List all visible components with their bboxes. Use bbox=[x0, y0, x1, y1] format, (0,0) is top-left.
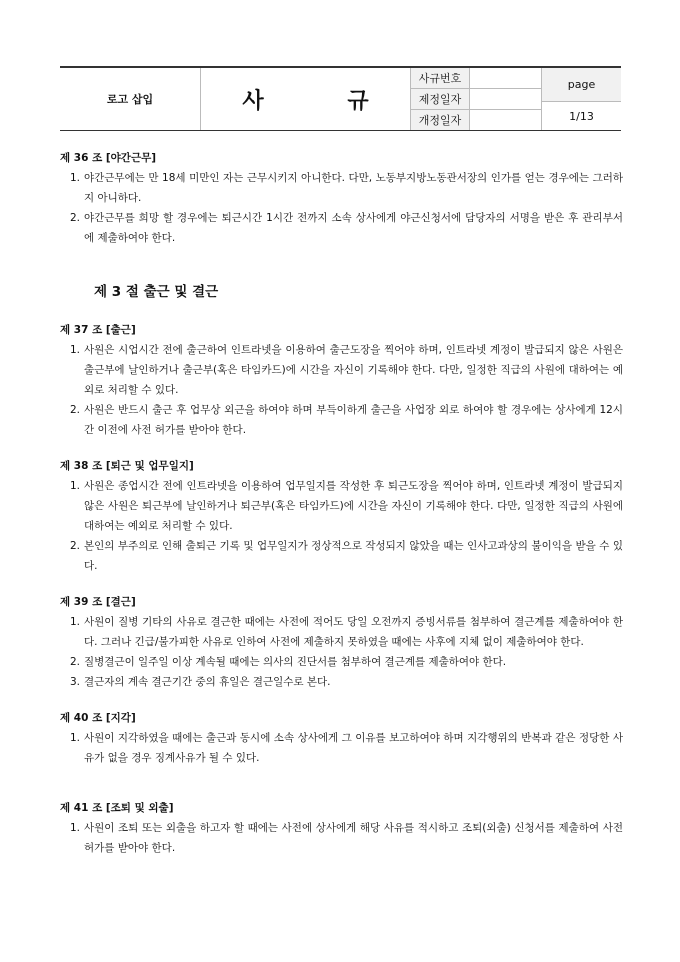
item-number: 2. bbox=[70, 540, 81, 552]
list-item bbox=[60, 612, 623, 652]
item-number: 2. bbox=[70, 656, 81, 668]
meta-value bbox=[470, 89, 541, 109]
item-number: 1. bbox=[70, 172, 81, 184]
item-number: 1. bbox=[70, 480, 81, 492]
article-40-title: 제 40 조 [지각] bbox=[60, 712, 136, 724]
meta-row-revision-date bbox=[411, 110, 541, 130]
item-number: 1. bbox=[70, 732, 81, 744]
item-number: 2. bbox=[70, 404, 81, 416]
article-38-items bbox=[60, 476, 623, 576]
list-item bbox=[60, 208, 623, 248]
item-number: 1. bbox=[70, 344, 81, 356]
item-text: 질병결근이 일주일 이상 계속될 때에는 의사의 진단서를 첨부하여 결근계를 제출하여야 한다. bbox=[84, 656, 507, 668]
list-item bbox=[60, 400, 623, 440]
list-item bbox=[60, 672, 623, 692]
article-40-items bbox=[60, 728, 623, 768]
item-text: 결근자의 계속 결근기간 중의 휴일은 결근일수로 본다. bbox=[84, 676, 331, 688]
logo-placeholder: 로고 삽입 bbox=[60, 68, 201, 130]
article-39-title: 제 39 조 [결근] bbox=[60, 596, 136, 608]
article-41-items bbox=[60, 818, 623, 858]
meta-label: 사규번호 bbox=[411, 68, 470, 88]
meta-label: 제정일자 bbox=[411, 89, 470, 109]
item-text: 사원은 반드시 출근 후 업무상 외근을 하여야 하며 부득이하게 출근을 사업장 외로 하여야 할 경우에는 상사에게 12시간 이전에 사전 허가를 받아야 한다. bbox=[84, 404, 623, 436]
document-body bbox=[60, 148, 623, 858]
article-37-items bbox=[60, 340, 623, 440]
document-title: 사 규 bbox=[201, 68, 411, 130]
article-37-title: 제 37 조 [출근] bbox=[60, 324, 136, 336]
article-39-items bbox=[60, 612, 623, 692]
section-title: 제 3 절 출근 및 결근 bbox=[94, 284, 219, 300]
item-text: 본인의 부주의로 인해 출퇴근 기록 및 업무일지가 정상적으로 작성되지 않았을 때는 인사고과상의 불이익을 받을 수 있다. bbox=[84, 540, 623, 572]
item-text: 사원이 조퇴 또는 외출을 하고자 할 때에는 사전에 상사에게 해당 사유를 적시하고 조퇴(외출) 신청서를 제출하여 사전 허가를 받아야 한다. bbox=[84, 822, 623, 854]
item-text: 사원은 시업시간 전에 출근하여 인트라넷을 이용하여 출근도장을 찍어야 하며, 인트라넷 계정이 발급되지 않은 사원은 출근부에 날인하거나 출근부(혹은 타임카드)에 시간을 자신이 기록해야 한다. 다만, 일정한 직급의 사원에 대하여는 예외로 처리할 수 있다. bbox=[84, 344, 623, 396]
list-item bbox=[60, 536, 623, 576]
list-item bbox=[60, 168, 623, 208]
meta-row-enactment-date bbox=[411, 89, 541, 110]
meta-value bbox=[470, 110, 541, 130]
item-text: 사원이 질병 기타의 사유로 결근한 때에는 사전에 적어도 당일 오전까지 증빙서류를 첨부하여 결근계를 제출하여야 한다. 그러나 긴급/불가피한 사유로 인하여 사전에 제출하지 못하였을 때에는 사후에 지체 없이 제출하여야 한다. bbox=[84, 616, 623, 648]
item-number: 2. bbox=[70, 212, 81, 224]
list-item bbox=[60, 652, 623, 672]
article-36-title: 제 36 조 [야간근무] bbox=[60, 152, 157, 164]
article-38-title: 제 38 조 [퇴근 및 업무일지] bbox=[60, 460, 194, 472]
item-text: 사원이 지각하였을 때에는 출근과 동시에 소속 상사에게 그 이유를 보고하여야 하며 지각행위의 반복과 같은 정당한 사유가 없을 경우 징계사유가 될 수 있다. bbox=[84, 732, 623, 764]
item-text: 야간근무에는 만 18세 미만인 자는 근무시키지 아니한다. 다만, 노동부지방노동관서장의 인가를 얻는 경우에는 그러하지 아니하다. bbox=[84, 172, 623, 204]
item-text: 사원은 종업시간 전에 인트라넷을 이용하여 업무일지를 작성한 후 퇴근도장을 찍어야 하며, 인트라넷 계정이 발급되지 않은 사원은 퇴근부에 날인하거나 퇴근부(혹은 타임카드)에 시간을 자신이 기록해야 한다. 다만, 일정한 직급의 사원에 대하여는 예외로 처리할 수 있다. bbox=[84, 480, 623, 532]
page-number: 1/13 bbox=[569, 109, 594, 123]
list-item bbox=[60, 818, 623, 858]
page-label: page bbox=[542, 68, 621, 102]
list-item bbox=[60, 340, 623, 400]
header-table bbox=[60, 66, 621, 131]
page-box bbox=[542, 68, 621, 130]
meta-value bbox=[470, 68, 541, 88]
list-item bbox=[60, 728, 623, 768]
list-item bbox=[60, 476, 623, 536]
item-number: 3. bbox=[70, 676, 81, 688]
item-number: 1. bbox=[70, 822, 81, 834]
article-36-items bbox=[60, 168, 623, 248]
meta-fields bbox=[411, 68, 542, 130]
meta-label: 개정일자 bbox=[411, 110, 470, 130]
item-number: 1. bbox=[70, 616, 81, 628]
item-text: 야간근무를 희망 할 경우에는 퇴근시간 1시간 전까지 소속 상사에게 야근신청서에 담당자의 서명을 받은 후 관리부서에 제출하여야 한다. bbox=[84, 212, 623, 244]
article-41-title: 제 41 조 [조퇴 및 외출] bbox=[60, 802, 174, 814]
meta-row-regulation-number bbox=[411, 68, 541, 89]
